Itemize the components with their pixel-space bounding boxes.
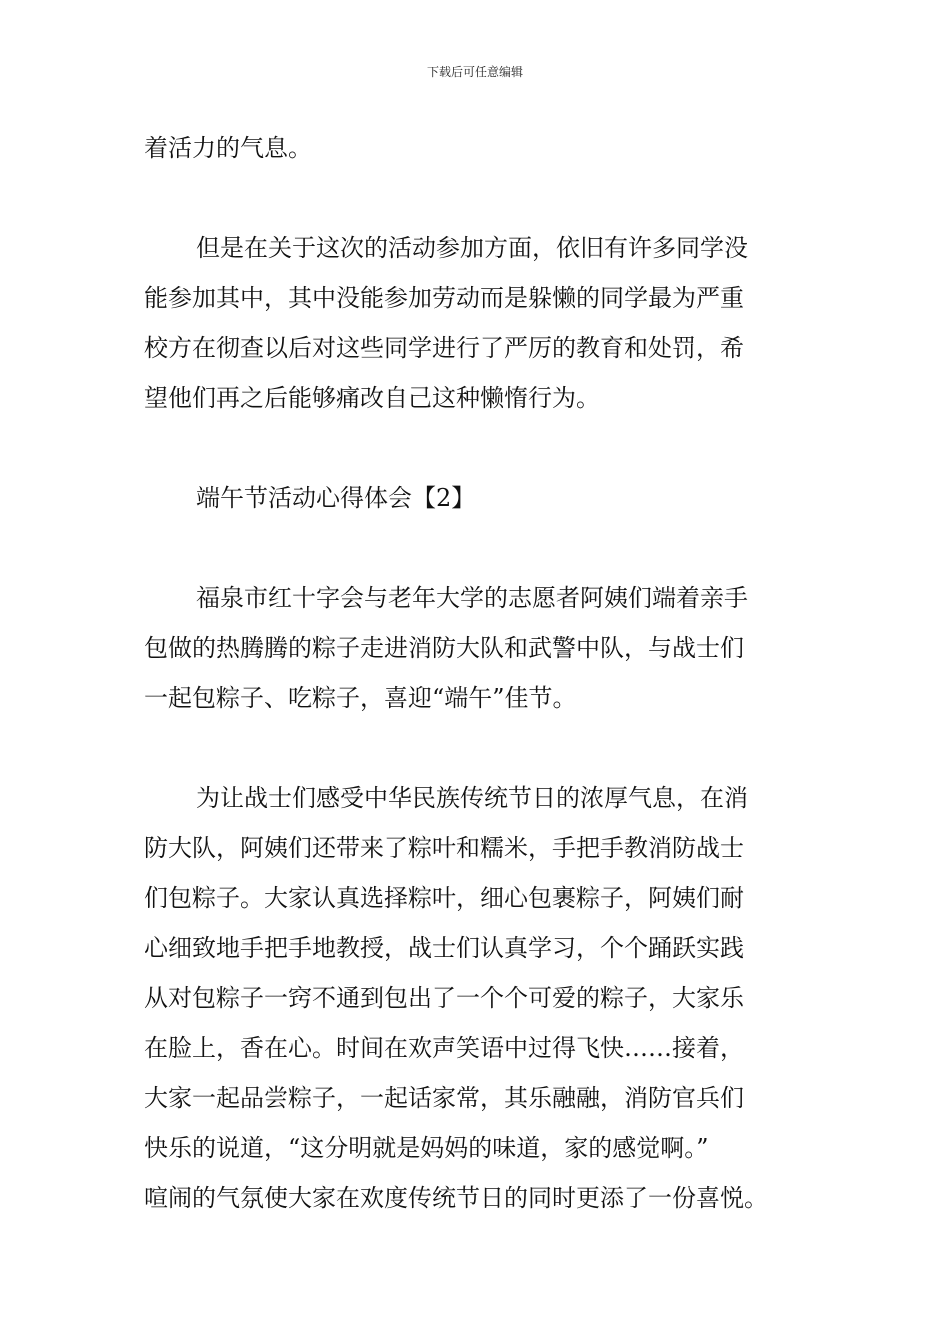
- paragraph-line: 包做的热腾腾的粽子走进消防大队和武警中队，与战士们: [144, 634, 744, 662]
- paragraph-line: 能参加其中，其中没能参加劳动而是躲懒的同学最为严重: [144, 284, 744, 312]
- paragraph-line: 在脸上，香在心。时间在欢声笑语中过得飞快……接着，: [144, 1034, 744, 1062]
- paragraph-line: 望他们再之后能够痛改自己这种懒惰行为。: [144, 384, 600, 412]
- paragraph-line: 防大队，阿姨们还带来了粽叶和糯米，手把手教消防战士: [144, 834, 744, 862]
- page-header-note: 下载后可任意编辑: [426, 65, 523, 79]
- paragraph-line: 心细致地手把手地教授，战士们认真学习，个个踊跃实践: [144, 934, 744, 962]
- paragraph-line: 喧闹的气氛使大家在欢度传统节日的同时更添了一份喜悦。: [144, 1184, 768, 1212]
- paragraph-line: 快乐的说道，“这分明就是妈妈的味道，家的感觉啊。”: [144, 1134, 709, 1162]
- paragraph-line: 从对包粽子一窍不通到包出了一个个可爱的粽子，大家乐: [144, 984, 744, 1012]
- paragraph-line: 大家一起品尝粽子，一起话家常，其乐融融，消防官兵们: [144, 1084, 744, 1112]
- paragraph-line: 一起包粽子、吃粽子，喜迎“端午”佳节。: [144, 684, 577, 712]
- paragraph-line: 福泉市红十字会与老年大学的志愿者阿姨们端着亲手: [196, 584, 748, 612]
- paragraph-line: 校方在彻查以后对这些同学进行了严厉的教育和处罚，希: [144, 334, 744, 362]
- paragraph-line: 着活力的气息。: [144, 134, 312, 162]
- paragraph-line: 但是在关于这次的活动参加方面，依旧有许多同学没: [196, 234, 748, 262]
- paragraph-line: 为让战士们感受中华民族传统节日的浓厚气息，在消: [196, 784, 748, 812]
- paragraph-line: 们包粽子。大家认真选择粽叶，细心包裹粽子，阿姨们耐: [144, 884, 744, 912]
- section-heading: 端午节活动心得体会【2】: [196, 484, 476, 512]
